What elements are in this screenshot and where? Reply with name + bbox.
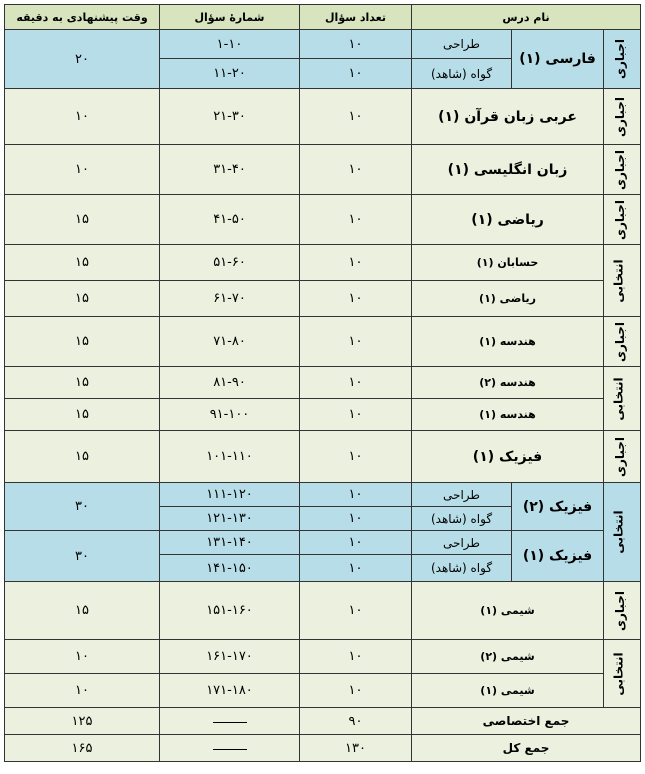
- question-range: ۵۱-۶۰: [160, 245, 300, 281]
- question-count: ۱۰: [300, 555, 412, 582]
- question-count: ۱۰: [300, 431, 412, 483]
- question-count: ۱۰: [300, 483, 412, 507]
- question-count: ۱۰: [300, 30, 412, 59]
- exam-table: [4, 4, 641, 762]
- category-mandatory: اجباری: [604, 145, 641, 195]
- suggested-time: ۱۵: [5, 195, 160, 245]
- course-name: فیزیک (۱): [412, 431, 604, 483]
- header-suggested-time: وقت پیشنهادی به دقیقه: [5, 5, 160, 30]
- question-count: ۱۰: [300, 367, 412, 399]
- suggested-time: ۱۵: [5, 431, 160, 483]
- suggested-time: ۱۵: [5, 245, 160, 281]
- exam-schedule: [4, 4, 641, 762]
- course-name: هندسه (۲): [412, 367, 604, 399]
- question-range: ۱۳۱-۱۴۰: [160, 531, 300, 555]
- category-mandatory: اجباری: [604, 195, 641, 245]
- table-row: [5, 582, 641, 640]
- question-range: ۳۱-۴۰: [160, 145, 300, 195]
- sub-label-witness: گواه (شاهد): [412, 59, 512, 89]
- course-name: فارسی (۱): [512, 30, 604, 89]
- category-elective: انتخابی: [604, 367, 641, 431]
- total-row: [5, 735, 641, 762]
- table-row: [5, 640, 641, 674]
- suggested-time: ۱۵: [5, 281, 160, 317]
- dash-placeholder: [160, 708, 300, 735]
- suggested-time: ۳۰: [5, 531, 160, 582]
- total-special-row: [5, 708, 641, 735]
- category-mandatory: اجباری: [604, 30, 641, 89]
- suggested-time: ۲۰: [5, 30, 160, 89]
- total-label: جمع کل: [412, 735, 641, 762]
- suggested-time: ۱۰: [5, 145, 160, 195]
- question-range: ۱۱۱-۱۲۰: [160, 483, 300, 507]
- course-name: ریاضی (۱): [412, 195, 604, 245]
- table-row: [5, 245, 641, 281]
- question-count: ۱۰: [300, 531, 412, 555]
- header-course: نام درس: [412, 5, 641, 30]
- total-special-count: ۹۰: [300, 708, 412, 735]
- category-mandatory: اجباری: [604, 582, 641, 640]
- question-range: ۴۱-۵۰: [160, 195, 300, 245]
- question-range: ۱۲۱-۱۳۰: [160, 507, 300, 531]
- table-row: [5, 674, 641, 708]
- sub-label-witness: گواه (شاهد): [412, 555, 512, 582]
- category-elective: انتخابی: [604, 640, 641, 708]
- course-name: هندسه (۱): [412, 399, 604, 431]
- header-question-count: تعداد سؤال: [300, 5, 412, 30]
- course-name: هندسه (۱): [412, 317, 604, 367]
- question-count: ۱۰: [300, 582, 412, 640]
- category-elective: انتخابی: [604, 483, 641, 582]
- question-count: ۱۰: [300, 640, 412, 674]
- suggested-time: ۱۵: [5, 367, 160, 399]
- question-count: ۱۰: [300, 145, 412, 195]
- sub-label-witness: گواه (شاهد): [412, 507, 512, 531]
- course-name: عربی زبان قرآن (۱): [412, 89, 604, 145]
- category-mandatory: اجباری: [604, 317, 641, 367]
- table-row: [5, 317, 641, 367]
- question-range: ۱-۱۰: [160, 30, 300, 59]
- question-count: ۱۰: [300, 245, 412, 281]
- question-range: ۱۷۱-۱۸۰: [160, 674, 300, 708]
- header-row: [5, 5, 641, 30]
- question-count: ۱۰: [300, 281, 412, 317]
- suggested-time: ۱۰: [5, 89, 160, 145]
- sub-label-design: طراحی: [412, 531, 512, 555]
- question-range: ۱۵۱-۱۶۰: [160, 582, 300, 640]
- course-name: شیمی (۱): [412, 582, 604, 640]
- course-name: ریاضی (۱): [412, 281, 604, 317]
- suggested-time: ۱۰: [5, 640, 160, 674]
- table-row: [5, 89, 641, 145]
- course-name: فیزیک (۱): [512, 531, 604, 582]
- course-name: حسابان (۱): [412, 245, 604, 281]
- table-row: [5, 399, 641, 431]
- question-range: ۲۱-۳۰: [160, 89, 300, 145]
- category-mandatory: اجباری: [604, 431, 641, 483]
- question-range: ۱۱-۲۰: [160, 59, 300, 89]
- question-range: ۹۱-۱۰۰: [160, 399, 300, 431]
- course-name: شیمی (۲): [412, 640, 604, 674]
- suggested-time: ۱۵: [5, 399, 160, 431]
- total-count: ۱۳۰: [300, 735, 412, 762]
- question-count: ۱۰: [300, 317, 412, 367]
- total-special-time: ۱۲۵: [5, 708, 160, 735]
- suggested-time: ۱۰: [5, 674, 160, 708]
- question-count: ۱۰: [300, 59, 412, 89]
- question-count: ۱۰: [300, 89, 412, 145]
- header-question-numbers: شمارهٔ سؤال: [160, 5, 300, 30]
- question-range: ۱۴۱-۱۵۰: [160, 555, 300, 582]
- category-elective: انتخابی: [604, 245, 641, 317]
- question-range: ۱۰۱-۱۱۰: [160, 431, 300, 483]
- course-name: شیمی (۱): [412, 674, 604, 708]
- question-count: ۱۰: [300, 674, 412, 708]
- question-count: ۱۰: [300, 507, 412, 531]
- course-name: فیزیک (۲): [512, 483, 604, 531]
- suggested-time: ۱۵: [5, 317, 160, 367]
- question-range: ۶۱-۷۰: [160, 281, 300, 317]
- table-row: [5, 195, 641, 245]
- category-mandatory: اجباری: [604, 89, 641, 145]
- table-row: [5, 367, 641, 399]
- suggested-time: ۳۰: [5, 483, 160, 531]
- course-name: زبان انگلیسی (۱): [412, 145, 604, 195]
- table-row: [5, 483, 641, 507]
- suggested-time: ۱۵: [5, 582, 160, 640]
- question-range: ۸۱-۹۰: [160, 367, 300, 399]
- sub-label-design: طراحی: [412, 483, 512, 507]
- dash-placeholder: [160, 735, 300, 762]
- question-range: ۷۱-۸۰: [160, 317, 300, 367]
- sub-label-design: طراحی: [412, 30, 512, 59]
- table-row: [5, 281, 641, 317]
- question-count: ۱۰: [300, 399, 412, 431]
- table-row: [5, 145, 641, 195]
- table-row: [5, 30, 641, 59]
- table-row: [5, 531, 641, 555]
- question-range: ۱۶۱-۱۷۰: [160, 640, 300, 674]
- total-time: ۱۶۵: [5, 735, 160, 762]
- table-row: [5, 431, 641, 483]
- question-count: ۱۰: [300, 195, 412, 245]
- total-special-label: جمع اختصاصی: [412, 708, 641, 735]
